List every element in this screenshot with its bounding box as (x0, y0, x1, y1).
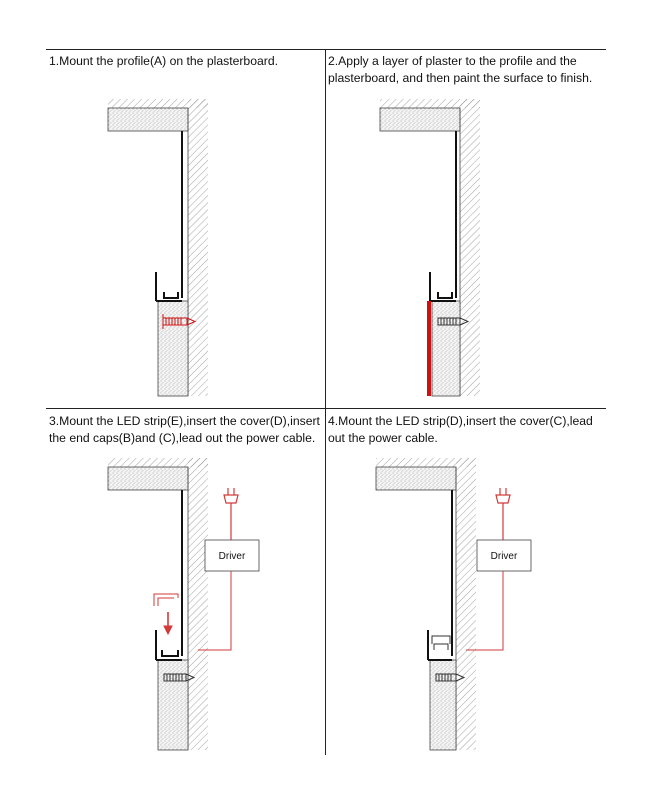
driver-label: Driver (490, 551, 518, 562)
step-4-text: 4.Mount the LED strip(D),insert the cover(C),lead out the power cable. (328, 414, 593, 445)
driver-label: Driver (218, 551, 246, 562)
step-3-text: 3.Mount the LED strip(E),insert the cover(D),insert the end caps(B)and (C),lead out the power cable. (49, 414, 320, 445)
cover (432, 636, 450, 650)
step-2-text: 2.Apply a layer of plaster to the profile and the plasterboard, and then paint the surface to finish. (328, 54, 593, 85)
aluminium-profile (428, 490, 452, 660)
plug-icon (496, 488, 510, 540)
step-1-text: 1.Mount the profile(A) on the plasterboard. (49, 54, 278, 68)
